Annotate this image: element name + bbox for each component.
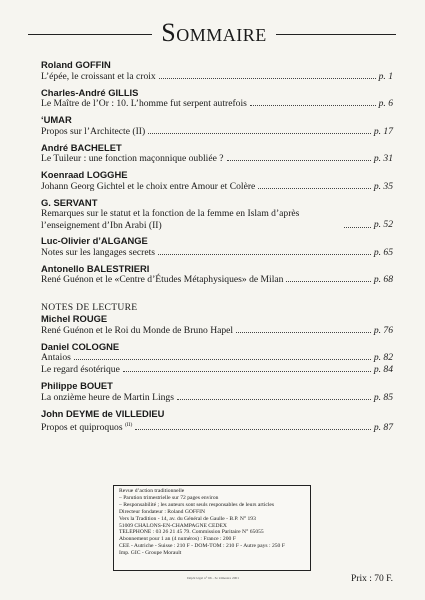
toc-entry bbox=[41, 169, 393, 193]
toc-line bbox=[41, 352, 393, 364]
table-of-contents bbox=[41, 59, 393, 438]
toc-page-number: p. 1 bbox=[378, 70, 393, 82]
dotted-leader bbox=[227, 160, 371, 161]
toc-author: G. SERVANT bbox=[41, 196, 98, 208]
info-line: – Parution trimestrielle sur 72 pages environ bbox=[119, 494, 219, 501]
title-rule-left bbox=[28, 34, 152, 35]
toc-line bbox=[41, 98, 393, 110]
toc-author: Charles-André GILLIS bbox=[41, 86, 139, 98]
toc-entry bbox=[41, 313, 393, 337]
toc-article-title bbox=[41, 274, 283, 286]
toc-entry bbox=[41, 408, 393, 435]
price-label: Prix : 70 F. bbox=[351, 574, 393, 584]
toc-entry bbox=[41, 341, 393, 377]
dotted-leader bbox=[250, 105, 376, 106]
dotted-leader bbox=[344, 227, 371, 228]
info-line: CEE - Autriche - Suisse : 210 F - DOM-TOM : 210 F - Autre pays : 250 F bbox=[119, 543, 285, 550]
toc-author: Roland GOFFIN bbox=[41, 59, 111, 70]
publication-info-box bbox=[113, 485, 311, 571]
toc-line bbox=[41, 364, 393, 376]
toc-author: Michel ROUGE bbox=[41, 313, 108, 324]
info-line: 51009 CHÂLONS-EN-CHAMPAGNE CEDEX bbox=[119, 522, 227, 529]
dotted-leader bbox=[158, 254, 371, 255]
toc-page-number: p. 65 bbox=[373, 246, 393, 258]
dotted-leader bbox=[74, 359, 371, 360]
toc-article-title bbox=[41, 352, 71, 364]
dotted-leader bbox=[286, 281, 370, 282]
toc-article-title-text: René Guénon et le «Centre d’Études Métaphysiques» de Milan bbox=[41, 274, 284, 285]
toc-article-title-text: René Guénon et le Roi du Monde de Bruno Hapel bbox=[41, 324, 234, 336]
toc-line bbox=[41, 325, 393, 337]
toc-article-title-text: Johann Georg Gichtel et le choix entre Amour et Colère bbox=[41, 180, 256, 192]
toc-entry bbox=[41, 380, 393, 404]
toc-page-number: p. 84 bbox=[373, 364, 393, 375]
toc-line bbox=[41, 419, 393, 434]
toc-article-title bbox=[41, 71, 156, 83]
toc-entry bbox=[41, 235, 393, 259]
toc-article-title-text: Propos et quiproquos bbox=[41, 422, 123, 434]
toc-page-number: p. 6 bbox=[378, 98, 393, 109]
toc-page-number: p. 17 bbox=[373, 125, 393, 137]
legal-deposit-note: Dépôt légal n° 66 - 3e trimestre 2001 bbox=[186, 576, 240, 580]
toc-entry bbox=[41, 263, 393, 287]
toc-author: Daniel COLOGNE bbox=[41, 340, 120, 352]
page-title: Sommaire bbox=[161, 18, 267, 47]
toc-article-title bbox=[41, 325, 233, 337]
dotted-leader bbox=[123, 371, 371, 372]
section-gap bbox=[41, 290, 393, 302]
toc-article-title-text: Le Maître de l’Or : 10. L’homme fut serpent autrefois bbox=[41, 98, 247, 109]
toc-author: Luc-Olivier d’ALGANGE bbox=[41, 235, 148, 246]
toc-line bbox=[41, 247, 393, 259]
info-line: Directeur fondateur : Roland GOFFIN bbox=[119, 508, 206, 515]
toc-title-superscript: (II) bbox=[124, 422, 133, 428]
info-line: Vers la Tradition - 14, av. du Général de Gaulle - B.P. N° 193 bbox=[119, 515, 256, 522]
toc-author: Koenraad LOGGHE bbox=[41, 169, 128, 180]
toc-article-title bbox=[41, 98, 247, 110]
toc-article-title-text: Propos sur l’Architecte (II) bbox=[41, 125, 146, 137]
info-line: TÉLÉPHONE : 03 26 21 45 79. Commission Paritaire N° 65055 bbox=[119, 529, 264, 536]
toc-article-title bbox=[41, 153, 224, 165]
toc-article-title-text: Le regard ésotérique bbox=[41, 364, 120, 375]
toc-entry bbox=[41, 87, 393, 111]
info-line: – Responsabilité ; les auteurs sont seuls responsables de leurs articles bbox=[119, 501, 275, 508]
toc-page-number: p. 87 bbox=[373, 422, 393, 434]
toc-author: John DEYME de VILLEDIEU bbox=[41, 407, 165, 419]
dotted-leader bbox=[135, 429, 371, 430]
toc-page-number: p. 85 bbox=[373, 391, 393, 403]
title-rule-right bbox=[276, 34, 396, 35]
toc-article-title bbox=[41, 392, 174, 404]
toc-page-number: p. 82 bbox=[373, 352, 393, 363]
toc-author: André BACHELET bbox=[41, 141, 122, 153]
dotted-leader bbox=[148, 133, 371, 134]
toc-author: Philippe BOUET bbox=[41, 380, 113, 391]
dotted-leader bbox=[258, 188, 371, 189]
toc-article-title bbox=[41, 419, 132, 434]
toc-article-title-text: Remarques sur le statut et la fonction de la femme en Islam d’après l’enseignement d’Ibn Arabi (II) bbox=[41, 208, 300, 231]
toc-author: ‘UMAR bbox=[41, 114, 72, 125]
toc-page-number: p. 52 bbox=[373, 219, 393, 230]
toc-article-title bbox=[41, 181, 255, 193]
toc-article-title-text: Notes sur les langages secrets bbox=[41, 246, 156, 258]
toc-article-title bbox=[41, 208, 341, 231]
toc-line bbox=[41, 274, 393, 286]
toc-article-title-text: Le Tuileur : une fonction maçonnique oubliée ? bbox=[41, 153, 224, 164]
main-articles-list bbox=[41, 59, 393, 286]
toc-page-number: p. 31 bbox=[373, 153, 393, 164]
reading-notes-list bbox=[41, 313, 393, 434]
toc-page-number: p. 35 bbox=[373, 180, 393, 192]
toc-entry bbox=[41, 197, 393, 232]
toc-article-title bbox=[41, 364, 120, 376]
toc-entry bbox=[41, 114, 393, 138]
dotted-leader bbox=[177, 399, 371, 400]
toc-article-title-text: Antaios bbox=[41, 352, 71, 363]
toc-line bbox=[41, 181, 393, 193]
toc-article-title-text: La onzième heure de Martin Lings bbox=[41, 391, 174, 403]
toc-line bbox=[41, 126, 393, 138]
toc-entry bbox=[41, 142, 393, 166]
toc-article-title bbox=[41, 247, 155, 259]
notes-heading: NOTES DE LECTURE bbox=[41, 302, 138, 313]
toc-article-title-text: L’épée, le croissant et la croix bbox=[41, 70, 156, 82]
toc-page-number: p. 68 bbox=[373, 274, 393, 285]
toc-entry bbox=[41, 59, 393, 83]
toc-line bbox=[41, 392, 393, 404]
dotted-leader bbox=[159, 78, 376, 79]
info-line: Abonnement pour 1 an (4 numéros) : France : 200 F bbox=[119, 536, 236, 543]
toc-article-title bbox=[41, 126, 145, 138]
info-line: Imp. GIC - Groupe Morault bbox=[119, 550, 182, 557]
toc-page-number: p. 76 bbox=[373, 324, 393, 336]
toc-line bbox=[41, 71, 393, 83]
info-line: Revue d’action traditionnelle bbox=[119, 488, 185, 494]
dotted-leader bbox=[236, 332, 371, 333]
toc-line bbox=[41, 208, 393, 231]
toc-author: Antonello BALESTRIERI bbox=[41, 262, 150, 274]
toc-line bbox=[41, 153, 393, 165]
